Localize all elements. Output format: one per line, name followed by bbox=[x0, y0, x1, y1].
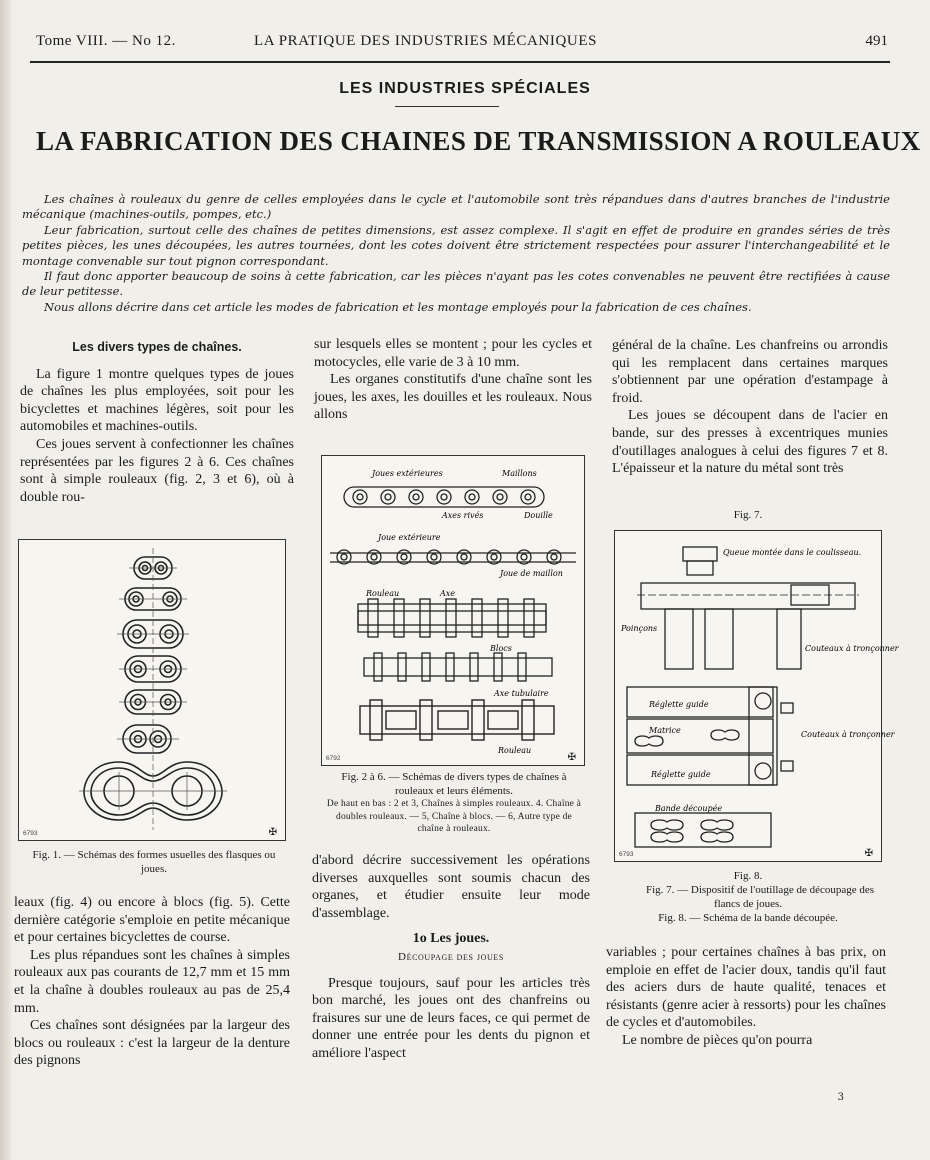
figure-7-8-drawing bbox=[615, 531, 899, 861]
figure-2-6-caption-main: Fig. 2 à 6. — Schémas de divers types de chaînes à rouleaux et leurs éléments. bbox=[341, 771, 567, 797]
header-journal: LA PRATIQUE DES INDUSTRIES MÉCANIQUES bbox=[254, 33, 598, 49]
figure-7-8 bbox=[614, 530, 899, 862]
label-axe: Axe bbox=[440, 589, 456, 598]
intro-paragraph: Nous allons décrire dans cet article les modes de fabrication et les montage employés pour la fabrication de ces chaînes. bbox=[44, 299, 752, 314]
figure-2-6-caption bbox=[326, 770, 582, 836]
section-rule bbox=[395, 106, 499, 107]
label-joue-exterieure: Joue extérieure bbox=[378, 533, 441, 542]
label-couteaux-1: Couteaux à tronçonner bbox=[805, 644, 899, 653]
label-douille: Douille bbox=[524, 511, 553, 520]
label-bande-decoupee: Bande découpée bbox=[655, 804, 723, 813]
paragraph: Presque toujours, sauf pour les articles très bon marché, les joues ont des chanfreins ou fraisures sur une de leurs faces, ce qui permet de donner une entrée pour les dents du pignon et améliore l'aspect bbox=[312, 975, 590, 1061]
publisher-mark-icon: ✠ bbox=[268, 827, 277, 838]
header-volume: Tome VIII. — No 12. bbox=[36, 33, 176, 49]
section-title: LES INDUSTRIES SPÉCIALES bbox=[339, 80, 591, 97]
paragraph: général de la chaîne. Les chanfreins ou arrondis qui les remplacent dans certaines marques s'obtiennent par une opération d'estampage à froid. bbox=[612, 338, 888, 406]
figure-1-caption: Fig. 1. — Schémas des formes usuelles des flasques ou joues. bbox=[32, 849, 276, 875]
column-3-bottom bbox=[606, 944, 886, 1050]
paragraph: sur lesquels elles se montent ; pour les cycles et motocycles, elle varie de 3 à 10 mm. bbox=[314, 337, 592, 370]
figure-1-drawing bbox=[19, 540, 285, 840]
footer-page-number: 3 bbox=[837, 1092, 844, 1103]
label-matrice: Matrice bbox=[649, 726, 681, 735]
label-blocs: Blocs bbox=[490, 644, 512, 653]
subheading-joues: 1o Les joues. bbox=[412, 931, 490, 947]
label-rouleau: Rouleau bbox=[366, 589, 400, 598]
label-couteaux-2: Couteaux à tronçonner bbox=[801, 730, 895, 739]
paragraph: Ces joues servent à confectionner les chaînes représentées par les figures 2 à 6. Ces chaînes sont à simple rouleaux (fig. 2, 3 et 6), où à double rou- bbox=[20, 436, 294, 505]
figure-8-caption: Fig. 8. — Schéma de la bande découpée. bbox=[658, 912, 838, 924]
paragraph: Les organes constitutifs d'une chaîne sont les joues, les axes, les douilles et les rouleaux. Nous allons bbox=[314, 372, 592, 423]
figure-7-label: Fig. 7. bbox=[733, 509, 763, 521]
paragraph: Les plus répandues sont les chaînes à simples rouleaux aux pas courants de 12,7 mm et 15 mm et la chaîne à doubles rouleaux au pas de 25,4 mm. bbox=[14, 947, 290, 1016]
figure-2-number: 6792 bbox=[326, 755, 341, 762]
paragraph: Ces chaînes sont désignées par la largeur des blocs ou rouleaux : c'est la largeur de la denture des pignons bbox=[14, 1018, 290, 1069]
paragraph: d'abord décrire successivement les opérations diverses auxquelles sont soumis chacun des organes, et étudier ensuite leur mode d'assemblage. bbox=[312, 853, 590, 921]
figure-2-6 bbox=[321, 455, 585, 766]
column-2-top bbox=[314, 336, 592, 424]
figure-2-6-caption-detail: De haut en bas : 2 et 3, Chaînes à simples rouleaux. 4. Chaîne à doubles rouleaux. — 5, Chaîne à blocs. — 6, Autre type de chaîne à rouleaux. bbox=[326, 799, 582, 834]
figure-7-number: 6793 bbox=[619, 851, 634, 858]
figure-7-caption: Fig. 7. — Dispositif de l'outillage de découpage des flancs de joues. bbox=[645, 884, 875, 910]
label-queue: Queue montée dans le coulisseau. bbox=[723, 548, 862, 557]
column-1-top bbox=[20, 339, 294, 506]
page-edge bbox=[0, 0, 12, 1160]
publisher-mark-icon: ✠ bbox=[864, 848, 873, 859]
paragraph: Le nombre de pièces qu'on pourra bbox=[622, 1032, 813, 1048]
subheading-types: Les divers types de chaînes. bbox=[72, 340, 242, 354]
running-head bbox=[36, 33, 888, 55]
header-page-number: 491 bbox=[865, 33, 888, 49]
header-rule bbox=[30, 61, 890, 63]
column-1-bottom bbox=[14, 894, 290, 1070]
figure-7-8-captions bbox=[610, 869, 886, 925]
intro-paragraph: Leur fabrication, surtout celle des chaînes de petites dimensions, est assez complexe. Il s'agit en effet de produire en grandes séries de très petites pièces, les unes découpées, les autres tournées, dont les cotes doivent être strictement respectées pour assurer l'interchangeabilité et le montage convenable sur tout pignon correspondant. bbox=[22, 222, 890, 268]
label-axes-rives: Axes rivés bbox=[442, 511, 484, 520]
figure-2-6-drawing bbox=[322, 456, 584, 765]
label-axe-tubulaire: Axe tubulaire bbox=[494, 689, 549, 698]
label-poincons: Poinçons bbox=[621, 624, 658, 633]
label-reglette-guide-2: Réglette guide bbox=[651, 770, 711, 779]
intro-paragraph: Les chaînes à rouleaux du genre de celles employées dans le cycle et l'automobile sont très répandues dans d'autres branches de l'industrie mécanique (machines-outils, pompes, etc.) bbox=[22, 192, 890, 222]
paragraph: Les joues se découpent dans de l'acier en bande, sur des presses à excentriques munies d'outillages analogues à celui des figures 7 et 8. L'épaisseur et la nature du métal sont très bbox=[612, 408, 888, 477]
figure-1 bbox=[18, 539, 286, 841]
intro bbox=[22, 192, 890, 315]
paragraph: leaux (fig. 4) ou encore à blocs (fig. 5). Cette dernière catégorie s'emploie en petite mécanique et pour certaines bicyclettes de course. bbox=[14, 895, 290, 946]
label-joue-de-maillon: Joue de maillon bbox=[500, 569, 563, 578]
subheading-decoupage: Découpage des joues bbox=[398, 950, 504, 963]
figure-1-number: 6793 bbox=[23, 830, 38, 837]
paragraph: La figure 1 montre quelques types de joues de chaînes les plus employées, soit pour les bicyclettes et machines légères, soit pour les automobiles et machines-outils. bbox=[20, 366, 294, 435]
label-reglette-guide-1: Réglette guide bbox=[649, 700, 709, 709]
column-3-top bbox=[612, 337, 888, 478]
article-title: LA FABRICATION DES CHAINES DE TRANSMISSION A ROULEAUX bbox=[36, 126, 921, 156]
paragraph: variables ; pour certaines chaînes à bas prix, on emploie en effet de l'acier doux, tandis qu'il faut des aciers durs de haute qualité, tenaces et résistants (genre acier à ressorts) pour les chaînes de cycles et d'automobiles. bbox=[606, 945, 886, 1031]
figure-8-label: Fig. 8. bbox=[733, 870, 763, 882]
label-maillons: Maillons bbox=[502, 469, 537, 478]
column-2-bottom bbox=[312, 852, 590, 1063]
intro-paragraph: Il faut donc apporter beaucoup de soins à cette fabrication, car les pièces n'ayant pas les cotes convenables ne peuvent être rectifiées à cause de leur petitesse. bbox=[22, 269, 890, 299]
label-joues-exterieures: Joues extérieures bbox=[372, 469, 443, 478]
publisher-mark-icon: ✠ bbox=[567, 752, 576, 763]
label-rouleau-2: Rouleau bbox=[498, 746, 532, 755]
